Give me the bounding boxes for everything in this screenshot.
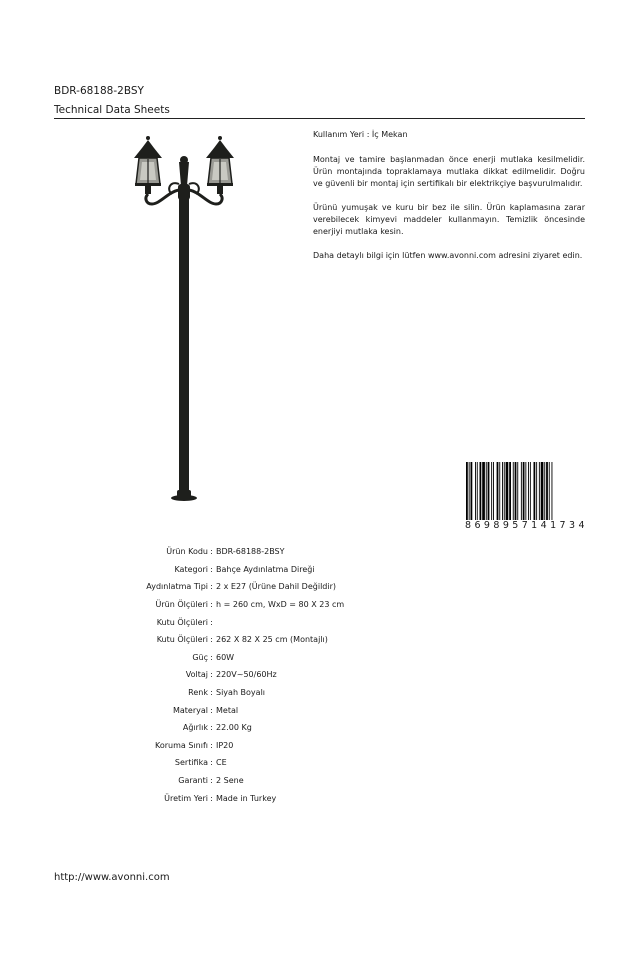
spec-row xyxy=(80,561,440,579)
spec-label: Güç xyxy=(192,652,208,662)
barcode-bar xyxy=(471,462,473,528)
spec-row xyxy=(80,631,440,649)
spec-label: Kategori xyxy=(174,564,208,574)
sheet-title: Technical Data Sheets xyxy=(54,104,170,116)
spec-label: Voltaj xyxy=(185,670,208,680)
barcode-digit: 7 xyxy=(521,520,529,531)
spec-value: 2 x E27 (Ürüne Dahil Değildir) xyxy=(216,582,336,592)
barcode-bar xyxy=(523,462,525,528)
spec-value: CE xyxy=(216,758,227,768)
spec-row xyxy=(80,737,440,755)
spec-label: Aydınlatma Tipi xyxy=(146,582,208,592)
spec-separator: : xyxy=(210,617,213,627)
barcode-number xyxy=(464,520,586,531)
barcode-bar xyxy=(544,462,545,528)
barcode-bar xyxy=(491,462,492,528)
spec-separator: : xyxy=(210,652,213,662)
barcode-bar xyxy=(482,462,485,528)
barcode-bar xyxy=(517,462,518,528)
barcode-bar xyxy=(534,462,536,528)
barcode-digit: 5 xyxy=(512,520,519,531)
spec-value: 220V~50/60Hz xyxy=(216,670,277,680)
barcode-digit: 6 xyxy=(474,520,481,531)
spec-row xyxy=(80,719,440,737)
cleaning-paragraph: Ürünü yumuşak ve kuru bir bez ile silin. Ürün kaplamasına zarar verebilecek kimyevi maddeler kullanmayın. Temizlik öncesinde enerjiyi mutlaka kesin. xyxy=(313,203,585,236)
barcode-bar xyxy=(493,462,494,528)
barcode-bar xyxy=(530,462,531,528)
barcode-bar xyxy=(499,462,500,528)
barcode-bar xyxy=(466,462,468,528)
spec-label: Garanti xyxy=(178,776,208,786)
footer-url[interactable]: http://www.avonni.com xyxy=(54,872,170,883)
product-code-title: BDR-68188-2BSY xyxy=(54,85,144,97)
spec-separator: : xyxy=(210,705,213,715)
spec-row xyxy=(80,701,440,719)
barcode-bar xyxy=(541,462,544,528)
spec-separator: : xyxy=(210,776,213,786)
barcode-bar xyxy=(488,462,490,528)
barcode-bar xyxy=(477,462,478,528)
spec-row xyxy=(80,578,440,596)
spec-label: Materyal xyxy=(172,705,208,715)
usage-location: Kullanım Yeri : İç Mekan xyxy=(313,130,408,139)
barcode-bar xyxy=(525,462,526,528)
spec-row xyxy=(80,543,440,561)
header xyxy=(54,84,585,117)
spec-label: Koruma Sınıfı xyxy=(155,740,208,750)
spec-value: Metal xyxy=(216,705,239,715)
barcode-bar xyxy=(506,462,509,528)
spec-separator: : xyxy=(210,723,213,733)
spec-label: Renk xyxy=(188,688,208,698)
spec-row xyxy=(80,649,440,667)
barcode-digit: 9 xyxy=(502,520,510,531)
spec-value: Siyah Boyalı xyxy=(216,688,266,698)
spec-separator: : xyxy=(210,582,213,592)
barcode-digit: 4 xyxy=(578,520,585,531)
barcode-bar xyxy=(497,462,499,528)
spec-value: Made in Turkey xyxy=(216,793,277,803)
barcode-bar xyxy=(475,462,476,528)
spec-label: Ürün Ölçüleri xyxy=(155,600,208,610)
spec-value: 262 X 82 X 25 cm (Montajlı) xyxy=(216,635,328,645)
barcode-bar xyxy=(480,462,482,528)
spec-value: 2 Sene xyxy=(216,776,244,786)
barcode-bar xyxy=(546,462,548,528)
spec-separator: : xyxy=(210,600,213,610)
barcode-bar xyxy=(528,462,529,528)
barcode-digit: 9 xyxy=(483,520,491,531)
barcode-bar xyxy=(509,462,511,528)
barcode-bar xyxy=(502,462,503,528)
barcode-digit: 1 xyxy=(550,520,557,531)
header-divider xyxy=(54,118,585,119)
barcode-bar xyxy=(504,462,505,528)
barcode-bar xyxy=(469,462,470,528)
spec-separator: : xyxy=(210,740,213,750)
spec-label: Sertifika xyxy=(174,758,208,768)
spec-label: Üretim Yeri xyxy=(164,793,208,803)
spec-value: Bahçe Aydınlatma Direği xyxy=(216,564,315,574)
spec-separator: : xyxy=(210,635,213,645)
spec-value: 22.00 Kg xyxy=(216,723,252,733)
spec-label: Ağırlık xyxy=(182,723,208,733)
spec-separator: : xyxy=(210,547,213,557)
product-image xyxy=(126,132,242,504)
spec-row xyxy=(80,754,440,772)
spec-table xyxy=(80,543,440,807)
spec-label: Kutu Ölçüleri xyxy=(156,635,208,645)
spec-separator: : xyxy=(210,793,213,803)
barcode-bar xyxy=(521,462,522,528)
barcode-digit: 7 xyxy=(559,520,566,531)
spec-value: BDR-68188-2BSY xyxy=(216,547,285,557)
spec-label: Ürün Kodu xyxy=(166,547,208,557)
spec-row xyxy=(80,596,440,614)
spec-value: 60W xyxy=(216,652,235,662)
barcode-digit: 1 xyxy=(531,520,538,531)
spec-row xyxy=(80,684,440,702)
barcode-digit: 8 xyxy=(493,520,500,531)
spec-value: IP20 xyxy=(216,740,234,750)
website-paragraph: Daha detaylı bilgi için lütfen www.avonni.com adresini ziyaret edin. xyxy=(313,251,583,260)
info-panel xyxy=(313,129,585,274)
spec-separator: : xyxy=(210,564,213,574)
spec-separator: : xyxy=(210,758,213,768)
safety-paragraph: Montaj ve tamire başlanmadan önce enerji mutlaka kesilmelidir. Ürün montajında topraklamaya mutlaka dikkat edilmelidir. Doğru ve güvenli bir montaj için sertifikalı bir elektrikçiye başvurulmalıdır. xyxy=(313,155,585,188)
spec-row xyxy=(80,789,440,807)
spec-separator: : xyxy=(210,688,213,698)
barcode-digit: 3 xyxy=(568,520,576,531)
spec-label: Kutu Ölçüleri xyxy=(156,617,208,627)
spec-row xyxy=(80,613,440,631)
barcode-bar xyxy=(536,462,537,528)
barcode-bar xyxy=(549,462,550,528)
spec-row xyxy=(80,772,440,790)
barcode-bar xyxy=(486,462,487,528)
spec-separator: : xyxy=(210,670,213,680)
barcode-bar xyxy=(539,462,540,528)
barcode-bar xyxy=(513,462,514,528)
spec-row xyxy=(80,666,440,684)
barcode-bar xyxy=(515,462,517,528)
barcode-bar xyxy=(552,462,553,528)
barcode-digit: 4 xyxy=(540,520,548,531)
spec-value: h = 260 cm, WxD = 80 X 23 cm xyxy=(216,600,345,610)
barcode-digit: 8 xyxy=(465,520,472,531)
